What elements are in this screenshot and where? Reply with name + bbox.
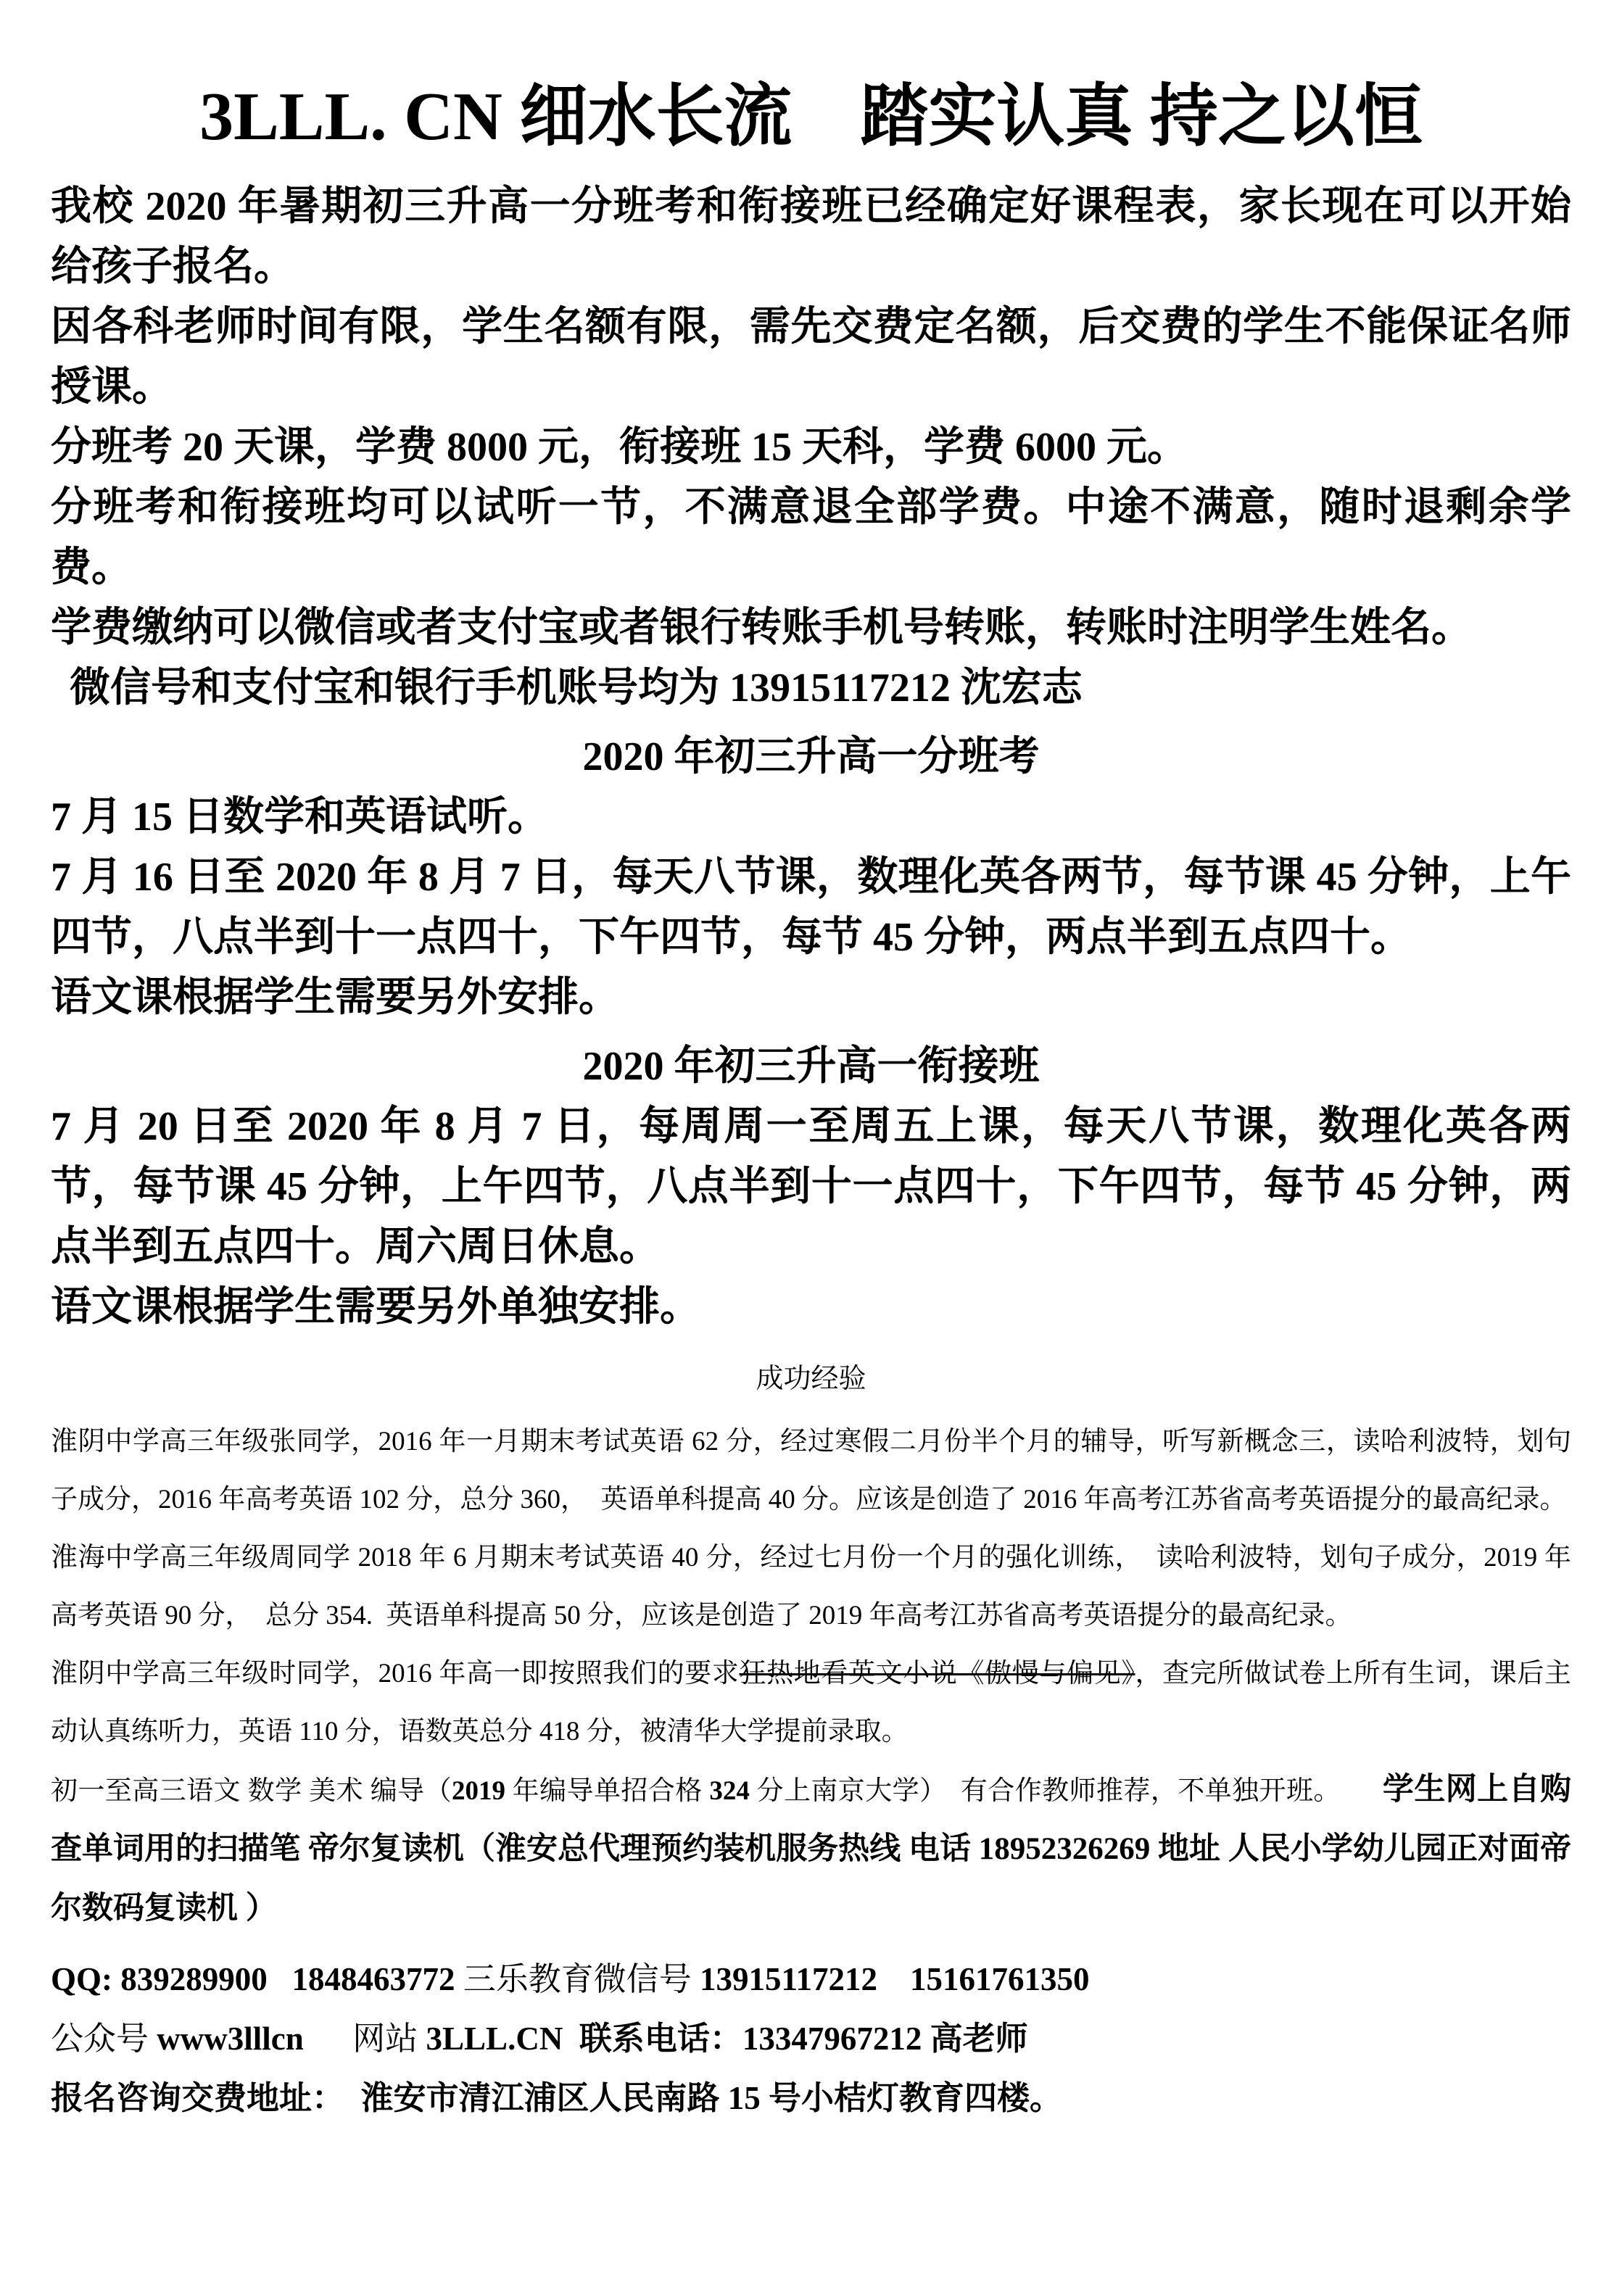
- site-value: 3LLL.CN: [426, 2021, 563, 2057]
- courses-year-bold: 2019: [452, 1776, 505, 1806]
- story-shi-prefix: 淮阴中学高三年级时同学，2016 年高一即按照我们的要求: [51, 1659, 740, 1688]
- story-shi-suffix: ，查完所做试卷上所有生词，课后主动认真练听力，英语 110 分，语数英总分 418 分，被清华大学提前录取。: [51, 1659, 1572, 1746]
- trial-date-paragraph: 7 月 15 日数学和英语试听。: [51, 795, 548, 840]
- bridge-schedule-paragraph: 7 月 20 日至 2020 年 8 月 7 日，每周周一至周五上课，每天八节课，数理化英各两节，每节课 45 分钟，上午四节，八点半到十一点四十，下午四节，每节 45 分钟，两点半到五点四十。周六周日休息。: [51, 1104, 1571, 1269]
- placement-schedule-paragraph: 7 月 16 日至 2020 年 8 月 7 日，每天八节课，数理化英各两节，每节课 45 分钟，上午四节，八点半到十一点四十，下午四节，每节 45 分钟，两点半到五点四十。: [51, 855, 1571, 960]
- site-label: 网站: [303, 2021, 426, 2057]
- gzh-label: 公众号: [51, 2021, 157, 2057]
- qq-numbers: QQ: 839289900 1848463772: [51, 1961, 455, 1997]
- strikethrough-text: 狂热地看英文小说《傲慢与偏见》: [739, 1659, 1135, 1688]
- success-story-zhang: 淮阴中学高三年级张同学，2016 年一月期末考试英语 62 分，经过寒假二月份半个月的辅导，听写新概念三，读哈利波特，划句子成分，2016 年高考英语 102 分，总分 360， 英语单科提高 40 分。应该是创造了 2016 年高考江苏省高考英语提分的最高纪录。: [51, 1427, 1571, 1514]
- scanner-pen-emphasis: 学生网上自购查单词用的扫描笔 帝尔复读机（淮安总代理预约装机服务热线 电话 18952326269 地址 人民小学幼儿园正对面帝尔数码复读机 ）: [51, 1773, 1572, 1926]
- phone-value: 13347967212: [742, 2021, 922, 2057]
- courses-seg1: 初一至高三语文 数学 美术 编导（: [51, 1776, 452, 1806]
- bridge-class-heading: 2020 年初三升高一衔接班: [582, 1044, 1040, 1089]
- address-label: 报名咨询交费地址：: [51, 2080, 345, 2116]
- wechat-numbers: 13915117212 15161761350: [700, 1961, 1090, 1997]
- courses-seg3: 年编导单招合格: [505, 1776, 710, 1806]
- wechat-label: 三乐教育微信号: [455, 1961, 700, 1997]
- success-story-shi: [51, 1645, 1571, 1761]
- placement-chinese-note-paragraph: 语文课根据学生需要另外安排。: [51, 975, 619, 1020]
- contact-block: [51, 1949, 1571, 2128]
- address-line: [51, 2068, 1571, 2128]
- courses-score-bold: 324: [709, 1776, 750, 1806]
- refund-policy-paragraph: 分班考和衔接班均可以试听一节，不满意退全部学费。中途不满意，随时退剩余学费。: [51, 485, 1571, 590]
- quota-paragraph: 因各科老师时间有限，学生名额有限，需先交费定名额，后交费的学生不能保证名师授课。: [51, 304, 1571, 410]
- intro-enrollment-paragraph: 我校 2020 年暑期初三升高一分班考和衔接班已经确定好课程表，家长现在可以开始给孩子报名。: [51, 184, 1571, 289]
- phone-label: 联系电话：: [563, 2021, 742, 2057]
- accounts-line: [51, 2009, 1571, 2068]
- payment-account-paragraph: 微信号和支付宝和银行手机账号均为 13915117212 沈宏志: [70, 666, 1083, 710]
- payment-method-paragraph: 学费缴纳可以微信或者支付宝或者银行转账手机号转账，转账时注明学生姓名。: [51, 605, 1472, 650]
- gzh-value: www3lllcn: [157, 2021, 304, 2057]
- address-value: 淮安市清江浦区人民南路 15 号小桔灯教育四楼。: [344, 2080, 1063, 2116]
- success-story-zhou: 淮海中学高三年级周同学 2018 年 6 月期末考试英语 40 分，经过七月份一个月的强化训练， 读哈利波特，划句子成分，2019 年高考英语 90 分， 总分 354. 英语单科提高 50 分，应该是创造了 2019 年高考江苏省高考英语提分的最高纪录。: [51, 1543, 1571, 1630]
- page-title: 3LLL. CN 细水长流 踏实认真 持之以恒: [199, 79, 1423, 154]
- success-heading: 成功经验: [756, 1364, 866, 1394]
- tuition-paragraph: 分班考 20 天课，学费 8000 元，衔接班 15 天科，学费 6000 元。: [51, 425, 1188, 470]
- teacher-name: 高老师: [922, 2021, 1028, 2057]
- bridge-chinese-note-paragraph: 语文课根据学生需要另外单独安排。: [51, 1285, 700, 1330]
- placement-exam-heading: 2020 年初三升高一分班考: [582, 734, 1040, 779]
- courses-seg5: 分上南京大学） 有合作教师推荐，不单独开班。: [749, 1776, 1383, 1806]
- qq-contact-line: [51, 1949, 1571, 2009]
- courses-and-products-paragraph: [51, 1761, 1571, 1939]
